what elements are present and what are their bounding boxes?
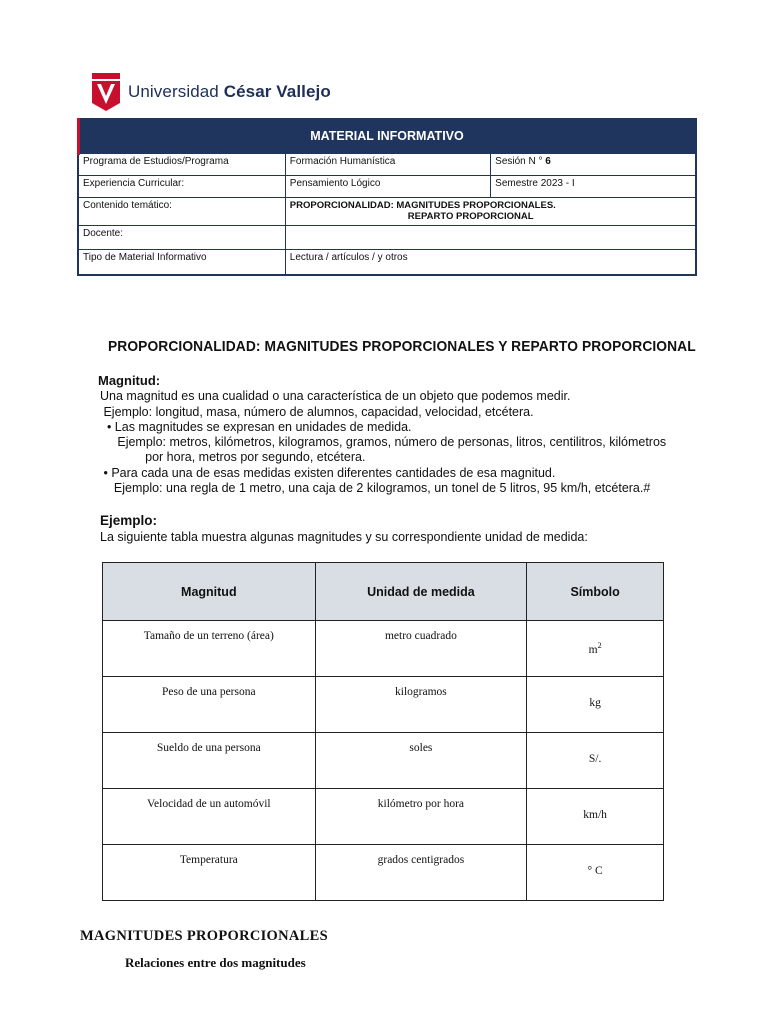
info-value: Pensamiento Lógico: [285, 175, 490, 197]
info-row-contenido: [78, 197, 696, 225]
info-label: Tipo de Material Informativo: [78, 249, 285, 275]
university-name: Universidad César Vallejo: [128, 82, 331, 101]
table-row: [103, 789, 664, 845]
info-value: Formación Humanística: [285, 153, 490, 175]
info-row-docente: [78, 225, 696, 249]
cell-magnitud: Sueldo de una persona: [103, 733, 316, 789]
cell-unidad: soles: [315, 733, 527, 789]
info-table-header: MATERIAL INFORMATIVO: [78, 119, 696, 153]
section-title: MAGNITUDES PROPORCIONALES: [80, 928, 328, 944]
cell-simbolo: $m^2$: [527, 621, 664, 677]
info-label: Contenido temático:: [78, 197, 285, 225]
table-row: [103, 621, 664, 677]
magnitud-line-6: • Para cada una de esas medidas existen diferentes cantidades de esa magnitud.: [100, 466, 556, 480]
info-row-tipo: [78, 249, 696, 275]
cell-simbolo: S/.: [527, 733, 664, 789]
magnitud-line-1: Una magnitud es una cualidad o una característica de un objeto que podemos medir.: [100, 389, 571, 403]
info-content-value: PROPORCIONALIDAD: MAGNITUDES PROPORCIONALES. REPARTO PROPORCIONAL: [285, 197, 696, 225]
info-label: Docente:: [78, 225, 285, 249]
col-header-magnitud: Magnitud: [103, 563, 316, 621]
magnitude-table-header-row: [103, 563, 664, 621]
info-row-programa: [78, 153, 696, 175]
magnitud-line-4: Ejemplo: metros, kilómetros, kilogramos, gramos, número de personas, litros, centilitros, kilómetros: [100, 435, 667, 449]
cell-unidad: grados centigrados: [315, 845, 527, 901]
magnitud-line-7: Ejemplo: una regla de 1 metro, una caja de 2 kilogramos, un tonel de 5 litros, 95 km/h, etcétera.#: [100, 481, 651, 495]
cell-unidad: kilogramos: [315, 677, 527, 733]
cell-simbolo: ° C: [527, 845, 664, 901]
ejemplo-heading: Ejemplo:: [100, 513, 158, 528]
table-row: [103, 677, 664, 733]
cell-magnitud: Velocidad de un automóvil: [103, 789, 316, 845]
col-header-simbolo: Símbolo: [527, 563, 664, 621]
info-table: [77, 118, 697, 276]
university-shield-icon: [92, 73, 120, 111]
main-title: PROPORCIONALIDAD: MAGNITUDES PROPORCIONALES Y REPARTO PROPORCIONAL: [108, 338, 696, 355]
ejemplo-text: La siguiente tabla muestra algunas magnitudes y su correspondiente unidad de medida:: [100, 530, 588, 544]
cell-unidad: metro cuadrado: [315, 621, 527, 677]
info-label: Experiencia Curricular:: [78, 175, 285, 197]
cell-simbolo: km/h: [527, 789, 664, 845]
cell-magnitud: Temperatura: [103, 845, 316, 901]
cell-magnitud: Peso de una persona: [103, 677, 316, 733]
info-table-header-row: [78, 119, 696, 153]
magnitude-table: [102, 562, 664, 901]
cell-magnitud: Tamaño de un terreno (área): [103, 621, 316, 677]
table-row: [103, 845, 664, 901]
magnitud-line-3: • Las magnitudes se expresan en unidades de medida.: [100, 420, 412, 434]
col-header-unidad: Unidad de medida: [315, 563, 527, 621]
info-row-experiencia: [78, 175, 696, 197]
magnitud-line-2: Ejemplo: longitud, masa, número de alumnos, capacidad, velocidad, etcétera.: [100, 405, 534, 419]
magnitud-line-5: por hora, metros por segundo, etcétera.: [100, 450, 366, 464]
info-value: [285, 225, 696, 249]
magnitud-heading: Magnitud:: [98, 373, 161, 388]
cell-simbolo: kg: [527, 677, 664, 733]
info-value: Lectura / artículos / y otros: [285, 249, 696, 275]
table-row: [103, 733, 664, 789]
university-logo: [92, 72, 331, 112]
subsection-title: Relaciones entre dos magnitudes: [125, 955, 306, 970]
info-label: Programa de Estudios/Programa: [78, 153, 285, 175]
cell-unidad: kilómetro por hora: [315, 789, 527, 845]
info-session: Sesión N ° 6: [491, 153, 696, 175]
red-accent-bar: [77, 118, 80, 155]
info-semester: Semestre 2023 - I: [491, 175, 696, 197]
